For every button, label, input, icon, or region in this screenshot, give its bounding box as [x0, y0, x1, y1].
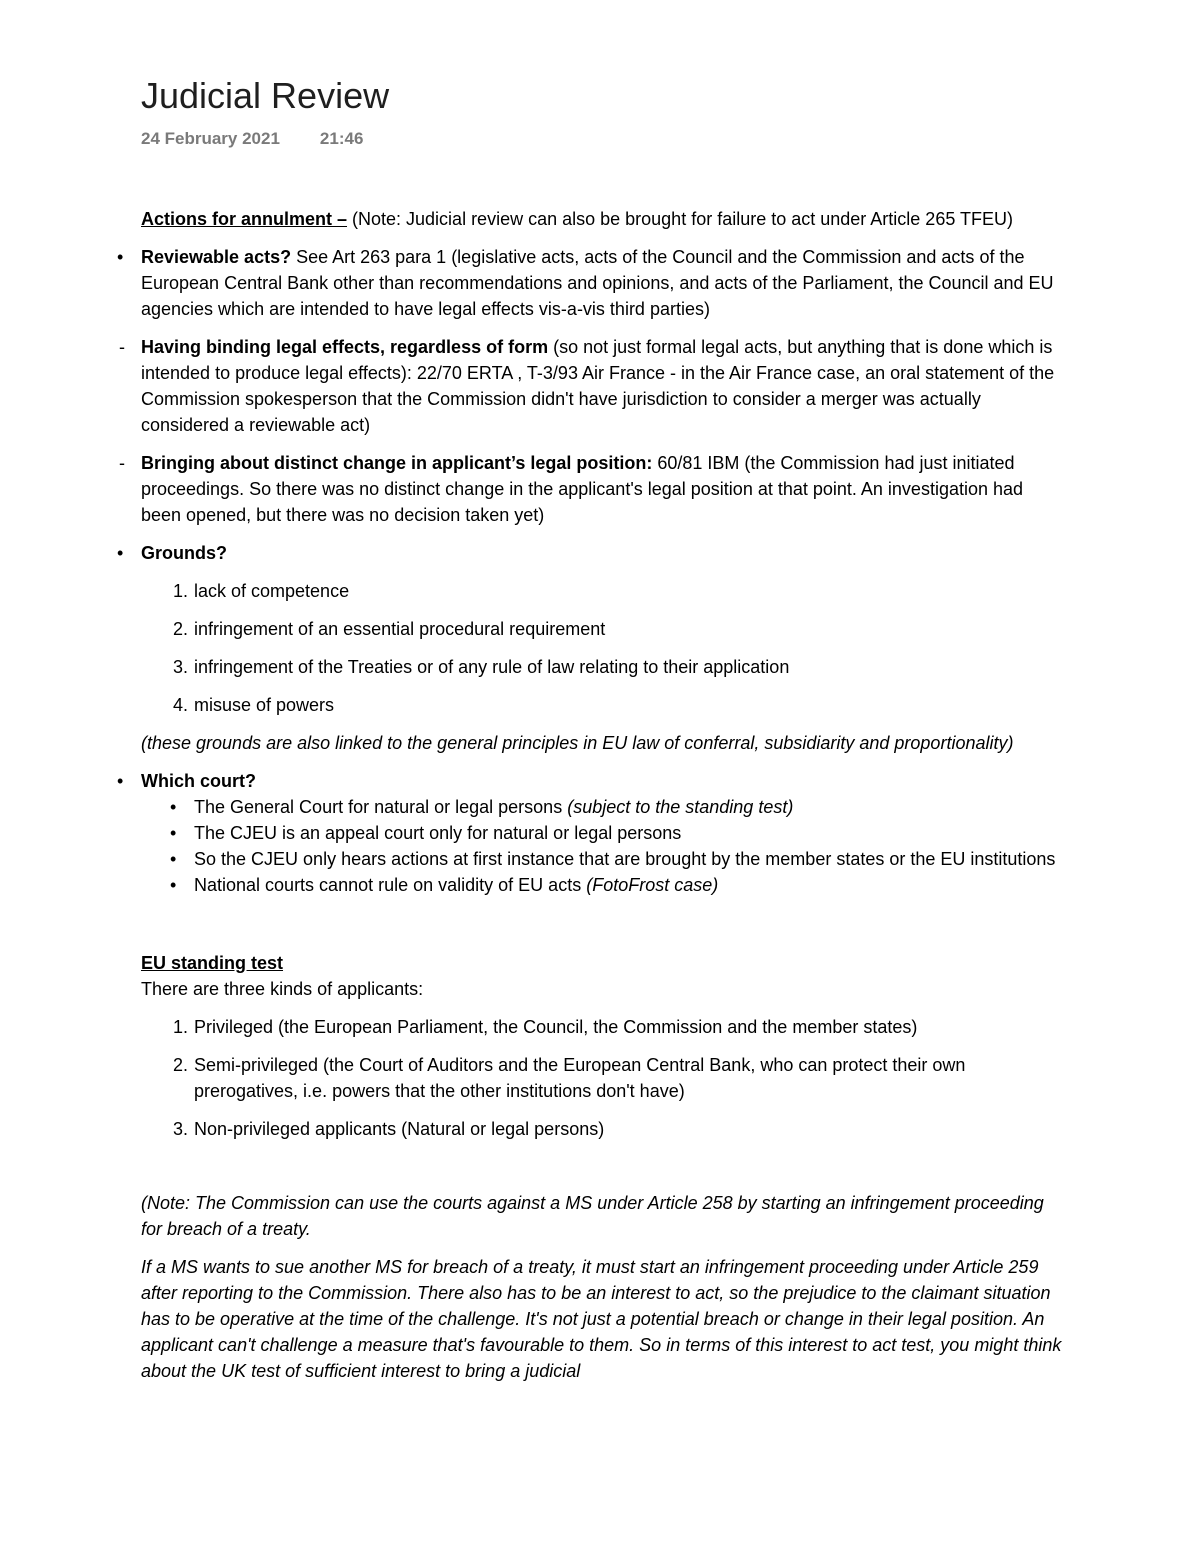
note-time: 21:46 — [319, 129, 364, 148]
note-timestamp — [141, 126, 1066, 152]
list-item: 1. lack of competence — [172, 581, 350, 601]
annulment-intro — [141, 206, 1066, 232]
bullet-icon: • — [170, 875, 177, 895]
bullet-icon: • — [170, 823, 177, 843]
bullet-icon: • — [170, 849, 177, 869]
bullet-icon: • — [117, 543, 124, 563]
standing-note-1: (Note: The Commission can use the courts against a MS under Article 258 by starting an infringement proceeding for breach of a treaty. — [141, 1193, 1044, 1239]
page-title: Judicial Review — [141, 75, 390, 116]
reviewable-label: Reviewable acts? — [141, 247, 292, 267]
dash-icon: - — [119, 453, 125, 473]
bullet-icon: • — [170, 797, 177, 817]
court-list — [170, 794, 1066, 898]
standing-section — [141, 950, 1066, 1384]
list-item-grounds — [117, 540, 1066, 566]
list-item: 3. Non-privileged applicants (Natural or legal persons) — [172, 1119, 605, 1139]
standing-intro: There are three kinds of applicants: — [141, 979, 424, 999]
standing-heading: EU standing test — [141, 953, 284, 973]
list-item-binding-effects — [119, 334, 1066, 438]
document-page — [117, 74, 1066, 1384]
list-item: • So the CJEU only hears actions at first instance that are brought by the member states or the EU institutions — [194, 846, 1066, 872]
note-date: 24 February 2021 — [141, 129, 280, 148]
list-item: 3. infringement of the Treaties or of any rule of law relating to their application — [172, 657, 790, 677]
list-item-distinct-change — [119, 450, 1066, 528]
reviewable-text: See Art 263 para 1 (legislative acts, acts of the Council and the Commission and acts of the European Central Bank other than recommendations and opinions, and acts of the Parliament, the Council and EU agencies which are intended to have legal effects vis-a-vis third parties) — [141, 247, 1054, 319]
grounds-note: (these grounds are also linked to the general principles in EU law of conferral, subsidiarity and proportionality) — [141, 733, 1014, 753]
binding-effects-label: Having binding legal effects, regardless of form — [141, 337, 549, 357]
list-item: 2. infringement of an essential procedural requirement — [172, 619, 606, 639]
which-court-label: Which court? — [141, 771, 256, 791]
list-item-reviewable — [117, 244, 1066, 322]
annulment-note: (Note: Judicial review can also be brought for failure to act under Article 265 TFEU) — [347, 209, 1014, 229]
grounds-label: Grounds? — [141, 543, 227, 563]
bullet-icon: • — [117, 247, 124, 267]
list-item: • The General Court for natural or legal persons (subject to the standing test) — [194, 794, 1066, 820]
applicants-list — [172, 1014, 1066, 1142]
dash-icon: - — [119, 337, 125, 357]
list-item: 4. misuse of powers — [172, 695, 335, 715]
standing-note-2: If a MS wants to sue another MS for breach of a treaty, it must start an infringement proceeding under Article 259 after reporting to the Commission. There also has to be an interest to act, so the prejudice to the claimant situation has to be operative at the time of the challenge. It's not just a potential breach or change in their legal position. An applicant can't challenge a measure that's favourable to them. So in terms of this interest to act test, you might think about the UK test of sufficient interest to bring a judicial — [141, 1257, 1062, 1381]
bullet-icon: • — [117, 771, 124, 791]
annulment-section — [117, 206, 1066, 898]
list-item-which-court — [117, 768, 1066, 794]
list-item: 1. Privileged (the European Parliament, the Council, the Commission and the member states) — [172, 1017, 918, 1037]
distinct-change-text: 60/81 IBM (the Commission had just initiated proceedings. So there was no distinct change in the applicant's legal position at that point. An investigation had been opened, but there was no decision taken yet) — [141, 453, 1024, 525]
list-item: • National courts cannot rule on validity of EU acts (FotoFrost case) — [194, 872, 1066, 898]
annulment-heading: Actions for annulment – — [141, 209, 348, 229]
grounds-list — [172, 578, 1066, 718]
distinct-change-label: Bringing about distinct change in applicant’s legal position: — [141, 453, 653, 473]
list-item: • The CJEU is an appeal court only for natural or legal persons — [194, 820, 1066, 846]
list-item: 2. Semi-privileged (the Court of Auditors and the European Central Bank, who can protect their own prerogatives, i.e. powers that the other institutions don't have) — [172, 1055, 966, 1101]
binding-effects-text: (so not just formal legal acts, but anything that is done which is intended to produce legal effects): 22/70 ERTA , T-3/93 Air France - in the Air France case, an oral statement of the Commission spokesperson that the Commission didn't have jurisdiction to consider a merger was actually considered a reviewable act) — [141, 337, 1055, 435]
